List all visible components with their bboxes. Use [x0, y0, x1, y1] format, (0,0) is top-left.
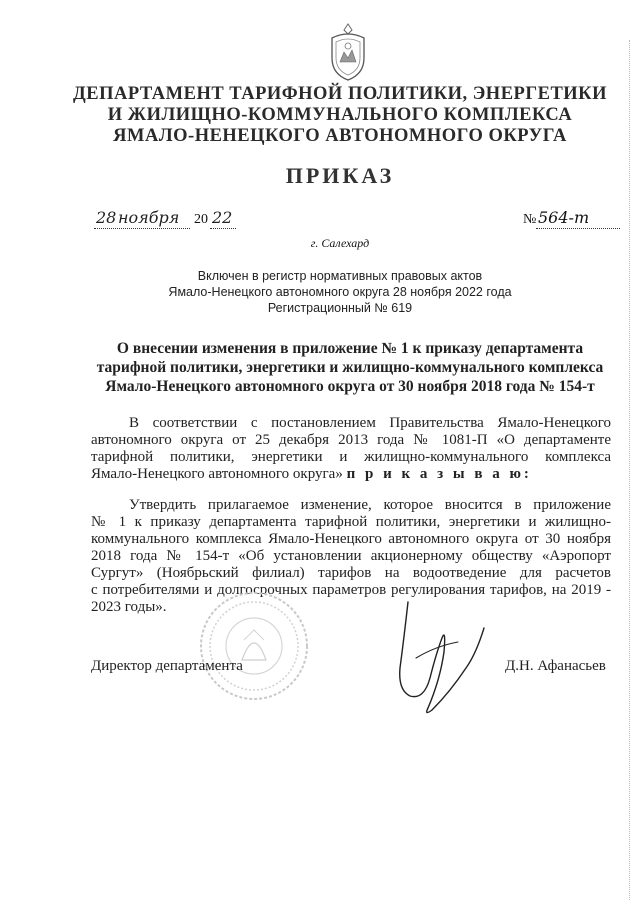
registry-line: Ямало-Ненецкого автономного округа 28 ноября 2022 года [168, 285, 512, 299]
registry-stamp-text [160, 268, 520, 316]
year-blank-line [210, 228, 236, 229]
scan-edge-divider [629, 40, 631, 900]
paragraph-line-final [91, 466, 611, 483]
department-name [60, 84, 620, 147]
paragraph-line: 2018 года № 154-т «Об установлении акционерному обществу «Аэропорт [91, 548, 611, 564]
number-blank-line [536, 228, 620, 229]
date-month: ноября [118, 208, 180, 227]
subject-line: тарифной политики, энергетики и жилищно-коммунального комплекса [96, 359, 604, 376]
order-subject [80, 339, 620, 396]
preamble-paragraph [91, 415, 611, 483]
subject-line: Ямало-Ненецкого автономного округа от 30 ноября 2018 года № 154-т [105, 378, 595, 395]
registry-line: Регистрационный № 619 [267, 301, 413, 315]
registry-line: Включен в регистр нормативных правовых актов [197, 269, 483, 283]
date-year-prefix: 20 [194, 212, 208, 227]
paragraph-line: с потребителями и долгосрочных параметров регулирования тарифов, на 2019 - [91, 582, 611, 598]
coat-of-arms-icon [326, 22, 370, 82]
paragraph-line: Ямало-Ненецкого автономного округа» [91, 466, 343, 482]
date-year-suffix: 22 [212, 208, 233, 227]
document-type-title: ПРИКАЗ [285, 163, 395, 188]
handwritten-signature-icon [380, 598, 490, 718]
number-sign: № [523, 212, 537, 227]
resolution-paragraph [91, 497, 611, 616]
paragraph-line: автономного округа от 25 декабря 2013 года № 1081-П «О департаменте [91, 432, 611, 448]
department-line: ЯМАЛО-НЕНЕЦКОГО АВТОНОМНОГО ОКРУГА [113, 126, 567, 146]
order-date [94, 208, 294, 232]
city: г. Салехард [310, 236, 370, 250]
paragraph-line: Утвердить прилагаемое изменение, которое вносится в приложение [129, 497, 611, 513]
signer-role: Директор департамента [91, 658, 243, 674]
official-seal-icon [198, 590, 310, 702]
department-line: И ЖИЛИЩНО-КОММУНАЛЬНОГО КОМПЛЕКСА [107, 105, 573, 125]
subject-line: О внесении изменения в приложение № 1 к приказу департамента [116, 340, 584, 357]
paragraph-line: В соответствии с постановлением Правительства Ямало-Ненецкого [129, 415, 611, 431]
paragraph-line: Сургут» (Ноябрьский филиал) тарифов на водоотведение для расчетов [91, 565, 611, 581]
paragraph-line: № 1 к приказу департамента тарифной политики, энергетики и жилищно- [91, 514, 611, 530]
date-blank-line [94, 228, 190, 229]
department-line: ДЕПАРТАМЕНТ ТАРИФНОЙ ПОЛИТИКИ, ЭНЕРГЕТИКИ [73, 84, 607, 104]
date-day: 28 [96, 208, 117, 227]
paragraph-line: 2023 годы». [91, 599, 167, 615]
order-word: п р и к а з ы в а ю: [346, 466, 532, 482]
signer-name: Д.Н. Афанасьев [505, 658, 606, 674]
order-number [523, 208, 623, 232]
paragraph-line: коммунального комплекса Ямало-Ненецкого автономного округа от 30 ноября [91, 531, 611, 547]
number-value: 564-т [538, 208, 590, 227]
paragraph-line: тарифной политики, энергетики и жилищно-коммунального комплекса [91, 449, 611, 465]
